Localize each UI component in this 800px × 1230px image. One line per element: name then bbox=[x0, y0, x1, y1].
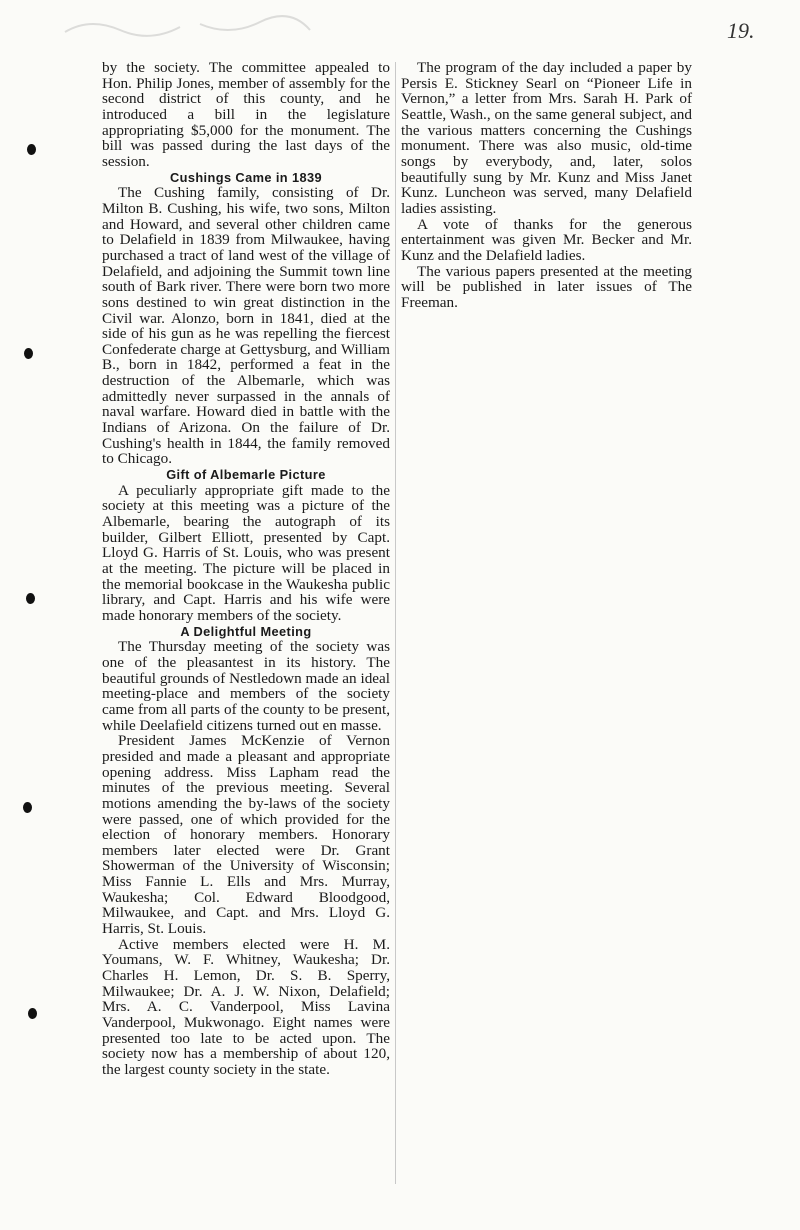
article-paragraph: President James McKenzie of Vernon presided and made a pleasant and appropriate opening address. Miss Lapham read the minutes of the previous meeting. Several motions amending the by-laws of the society were passed, one of which provided for the election of honorary members. Honorary members later elected were Dr. Grant Showerman of the University of Wisconsin; Miss Fannie L. Ells and Mrs. Murray, Waukesha; Col. Edward Bloodgood, Milwaukee, and Capt. and Mrs. Lloyd G. Harris, St. Louis. bbox=[102, 732, 390, 938]
faint-bleedthrough-mark bbox=[60, 12, 320, 42]
section-heading: Cushings Came in 1839 bbox=[169, 169, 323, 185]
article-paragraph: by the society. The committee appealed to Hon. Philip Jones, member of assembly for the second district of this county, and he introduced a bill in the legislature appropriating $5,000 for the monument. The bill was passed during the last days of the session. bbox=[102, 59, 390, 170]
page-number: 19. bbox=[727, 18, 755, 43]
section-heading: Gift of Albemarle Picture bbox=[166, 467, 326, 483]
section-heading: A Delightful Meeting bbox=[180, 623, 312, 639]
article-paragraph: The Thursday meeting of the society was one of the pleasantest in its history. The beautiful grounds of Nestledown made an ideal meeting-place and members of the society came from all parts of the county to be present, while Deelafield citizens turned out en masse. bbox=[102, 638, 390, 734]
article-paragraph: The Cushing family, consisting of Dr. Milton B. Cushing, his wife, two sons, Milton and Howard, and several other children came to Delafield in 1839 from Milwaukee, having purchased a tract of land west of the village of Delafield, and adjoining the Summit town line south of Bark river. There were born two more sons destined to win great distinction in the Civil war. Alonzo, born in 1841, died at the side of his gun as he was repelling the fiercest Confederate charge at Gettysburg, and William B., born in 1842, performed a feat in the destruction of the Albemarle, which was admittedly never surpassed in the annals of naval warfare. Howard died in battle with the Indians of Arizona. On the failure of Dr. Cushing's health in 1844, the family removed to Chicago. bbox=[102, 184, 390, 468]
column-divider bbox=[395, 62, 396, 1184]
binding-hole-mark bbox=[23, 802, 32, 813]
article-paragraph: A vote of thanks for the generous entertainment was given Mr. Becker and Mr. Kunz and the Delafield ladies. bbox=[401, 215, 692, 264]
article-paragraph: Active members elected were H. M. Youmans, W. F. Whitney, Waukesha; Dr. Charles H. Lemon, Dr. S. B. Sperry, Milwaukee; Dr. A. J. W. Nixon, Delafield; Mrs. A. C. Vanderpool, Miss Lavina Vanderpool, Mukwonago. Eight names were presented too late to be acted upon. The society now has a membership of about 120, the largest county society in the state. bbox=[102, 935, 390, 1078]
binding-hole-mark bbox=[27, 144, 36, 155]
article-paragraph: A peculiarly appropriate gift made to the society at this meeting was a picture of the Albemarle, bearing the autograph of its builder, Gilbert Elliott, presented by Capt. Lloyd G. Harris of St. Louis, who was present at the meeting. The picture will be placed in the memorial bookcase in the Waukesha public library, and Capt. Harris and his wife were made honorary members of the society. bbox=[102, 481, 390, 624]
article-right-column bbox=[401, 60, 692, 311]
binding-hole-mark bbox=[28, 1008, 37, 1019]
article-paragraph: The program of the day included a paper by Persis E. Stickney Searl on “Pioneer Life in Vernon,” a letter from Mrs. Sarah H. Park of Seattle, Wash., on the same general subject, and the various matters concerning the Cushings monument. There was also music, old-time songs by everybody, and, later, solos beautifully sung by Mr. Kunz and Miss Janet Kunz. Luncheon was served, many Delafield ladies assisting. bbox=[401, 59, 692, 217]
binding-hole-mark bbox=[26, 593, 35, 604]
article-left-column bbox=[102, 60, 390, 1078]
article-paragraph: The various papers presented at the meeting will be published in later issues of The Freeman. bbox=[401, 262, 692, 311]
binding-hole-mark bbox=[24, 348, 33, 359]
